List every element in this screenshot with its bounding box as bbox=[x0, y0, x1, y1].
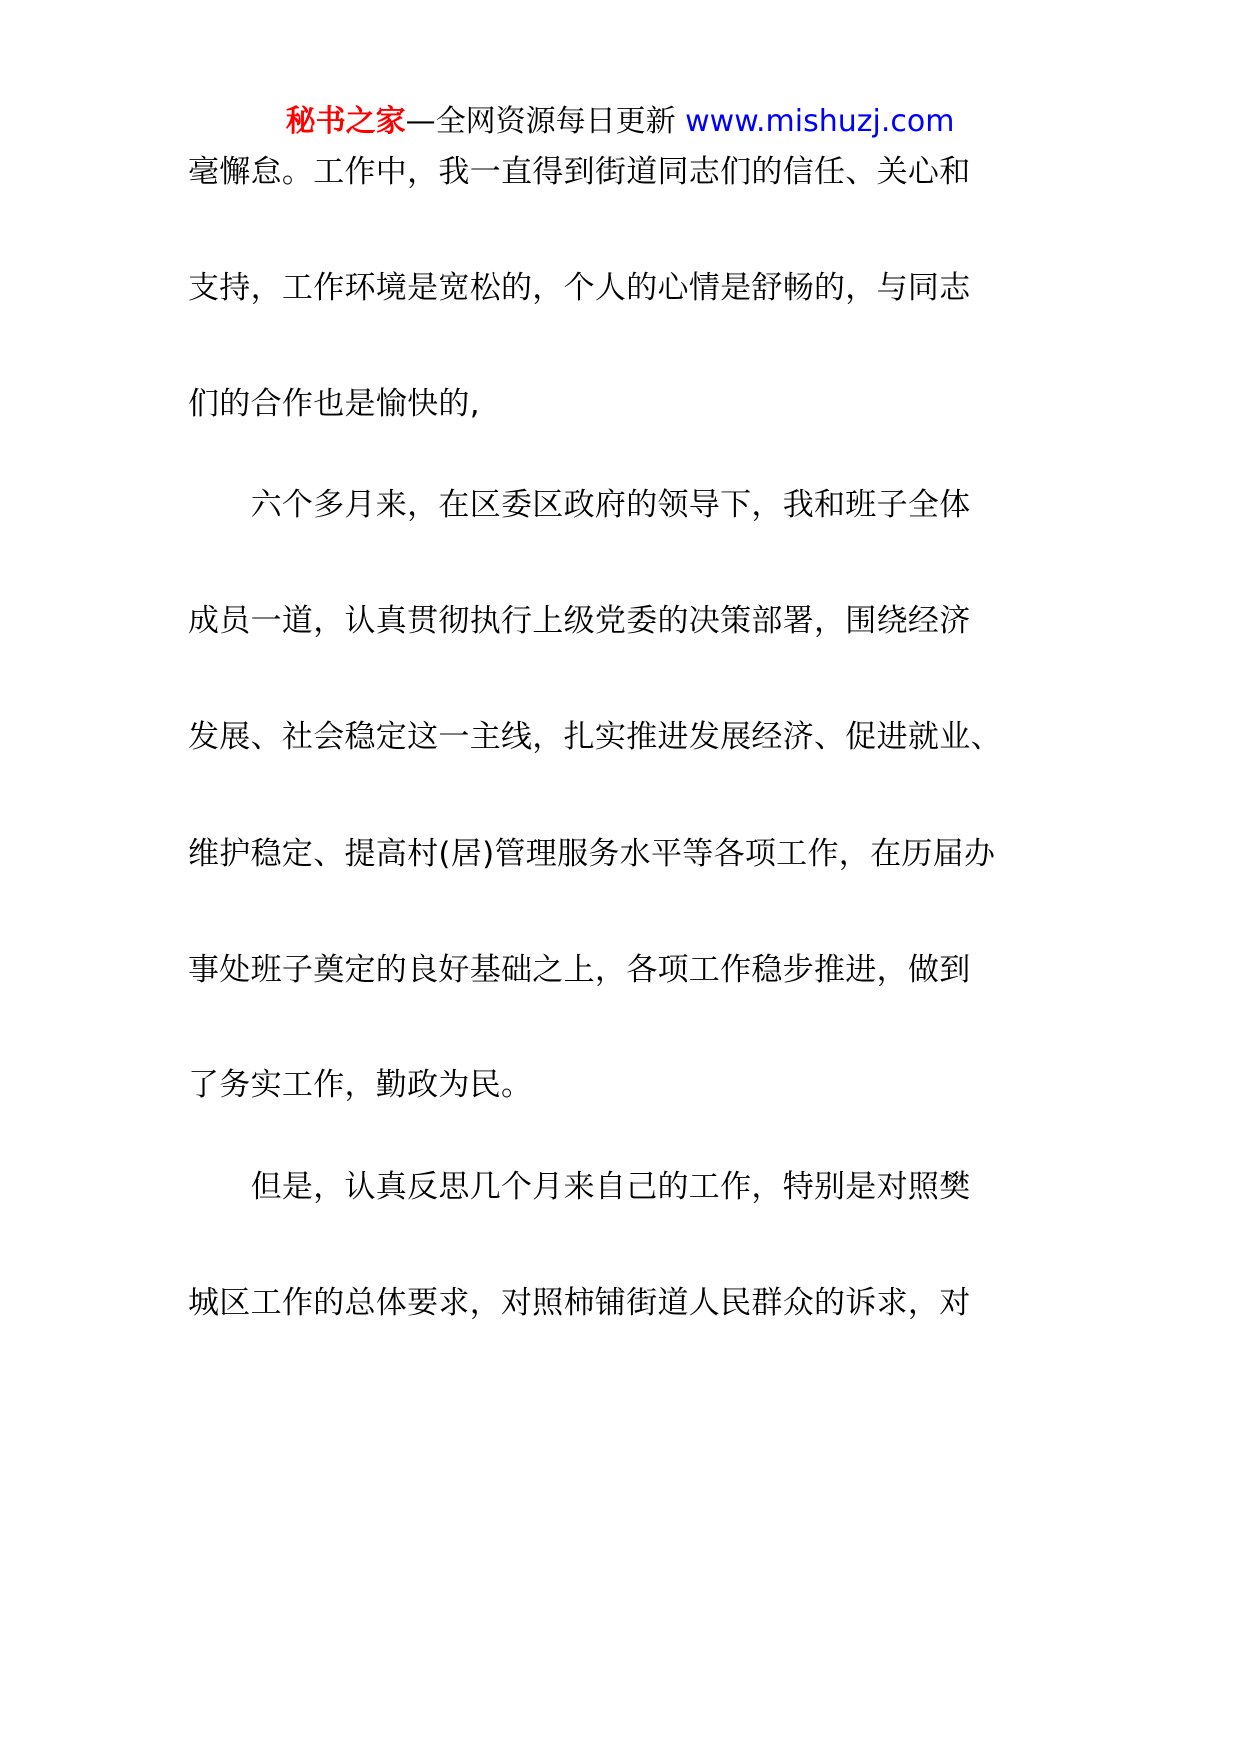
text-line: 成员一道，认真贯彻执行上级党委的决策部署，围绕经济 bbox=[188, 603, 971, 639]
paragraph-start-line: 但是，认真反思几个月来自己的工作，特别是对照樊 bbox=[188, 1169, 971, 1205]
text-line: 事处班子奠定的良好基础之上，各项工作稳步推进，做到 bbox=[188, 952, 971, 988]
text-line: 发展、社会稳定这一主线，扎实推进发展经济、促进就业、 bbox=[188, 719, 1002, 755]
text-line: 城区工作的总体要求，对照柿铺街道人民群众的诉求，对 bbox=[188, 1285, 971, 1321]
paragraph-start-line: 六个多月来，在区委区政府的领导下，我和班子全体 bbox=[188, 487, 971, 523]
site-url-link[interactable]: www.mishuzj.com bbox=[685, 104, 955, 139]
text-line: 毫懈怠。工作中，我一直得到街道同志们的信任、关心和 bbox=[188, 154, 971, 190]
text-line: 维护稳定、提高村(居)管理服务水平等各项工作，在历届办 bbox=[188, 836, 996, 872]
header-tagline: —全网资源每日更新 bbox=[405, 104, 686, 139]
text-line: 支持，工作环境是宽松的，个人的心情是舒畅的，与同志 bbox=[188, 270, 971, 306]
page-header bbox=[0, 100, 1240, 144]
text-line: 了务实工作，勤政为民。 bbox=[188, 1067, 533, 1103]
text-line: 们的合作也是愉快的, bbox=[188, 386, 480, 422]
brand-name: 秘书之家 bbox=[285, 104, 406, 139]
